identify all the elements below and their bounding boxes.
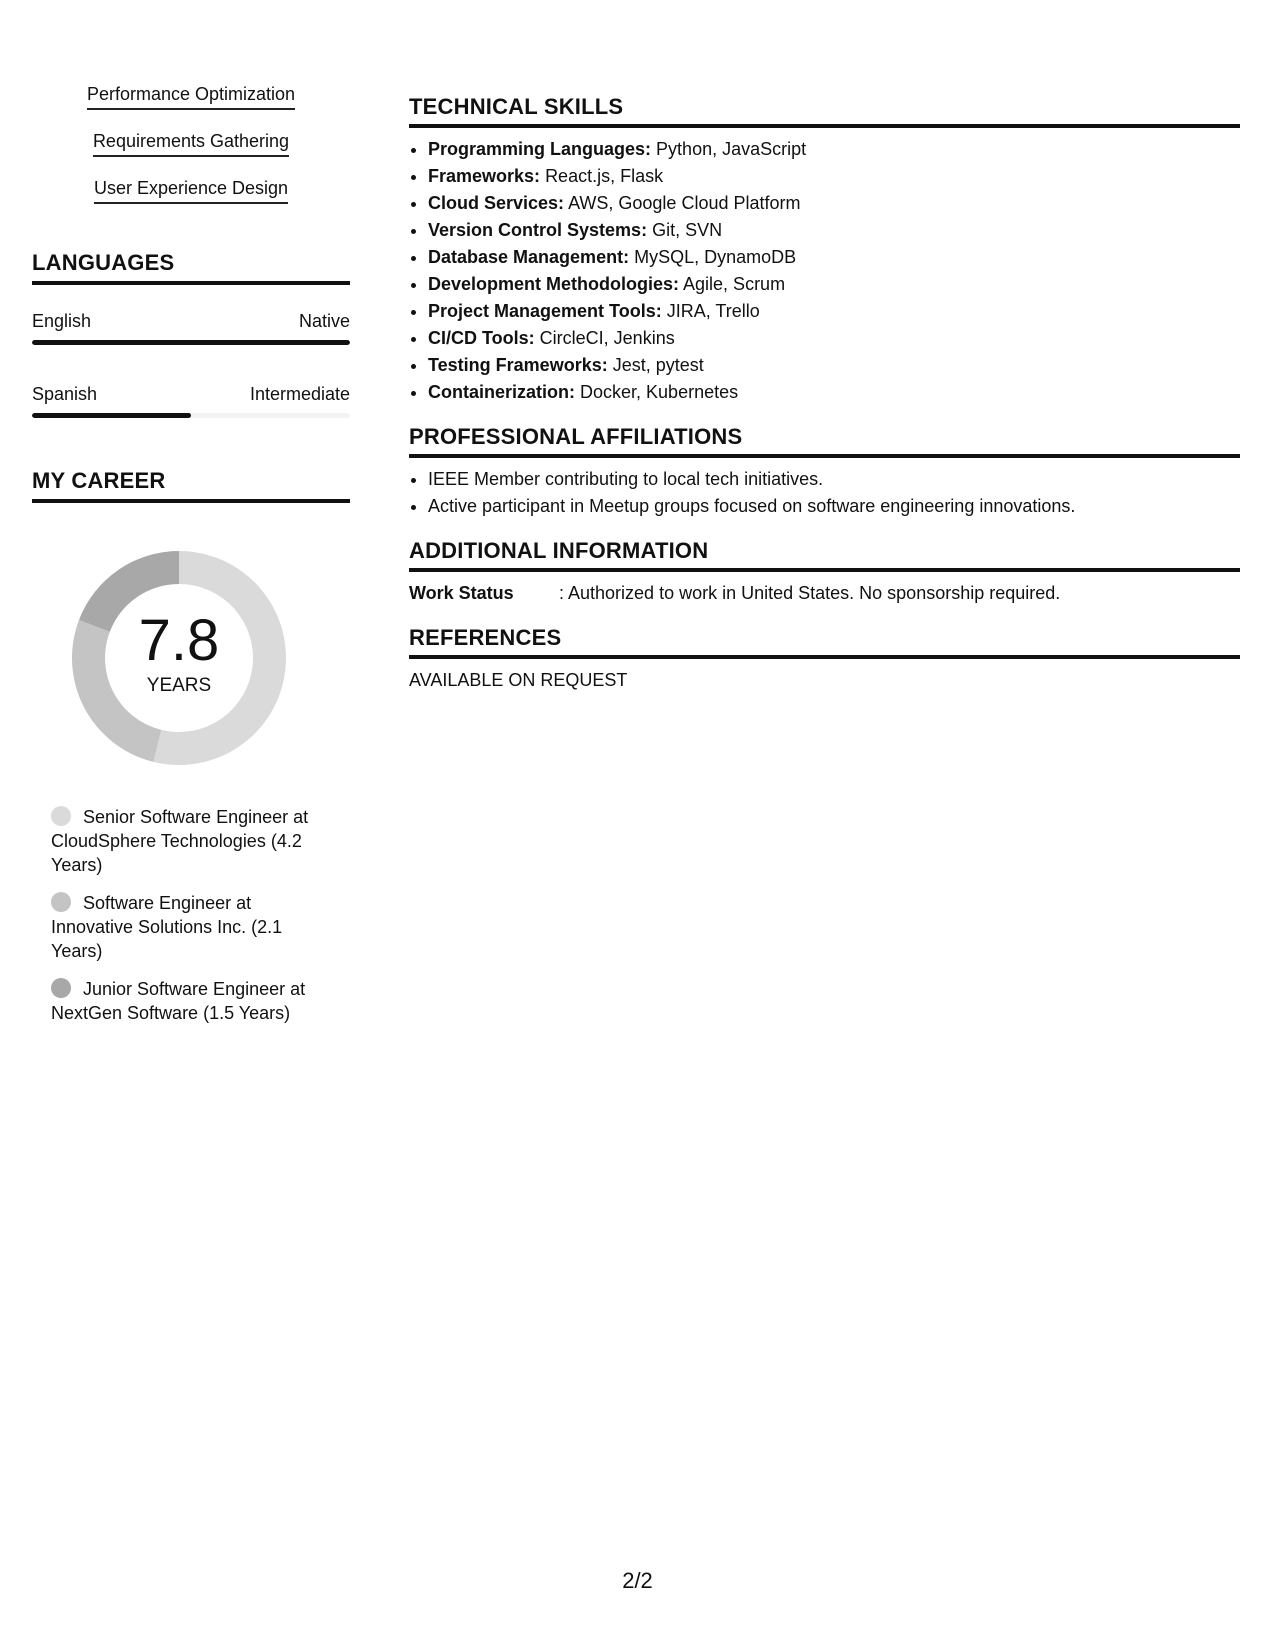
technical-skill-value: Python, JavaScript xyxy=(656,139,807,159)
technical-skill-item xyxy=(428,379,1240,406)
references-text: AVAILABLE ON REQUEST xyxy=(409,670,628,690)
language-item xyxy=(32,382,350,418)
language-name: English xyxy=(32,311,92,331)
career-heading: MY CAREER xyxy=(32,468,350,503)
technical-skill-value: CircleCI, Jenkins xyxy=(539,328,675,348)
additional-info-section xyxy=(409,538,1240,607)
technical-skill-value: React.js, Flask xyxy=(545,166,664,186)
technical-skill-item xyxy=(428,244,1240,271)
affiliations-list xyxy=(409,466,1240,520)
technical-skill-value: Agile, Scrum xyxy=(683,274,786,294)
technical-skill-value: JIRA, Trello xyxy=(666,301,760,321)
affiliations-section xyxy=(409,424,1240,520)
work-status-value: : Authorized to work in United States. No sponsorship required. xyxy=(559,583,1061,603)
languages-heading: LANGUAGES xyxy=(32,250,350,285)
legend-swatch xyxy=(51,892,71,912)
technical-skill-item xyxy=(428,271,1240,298)
technical-skill-item xyxy=(428,298,1240,325)
languages-list xyxy=(32,309,350,418)
technical-skill-label: Frameworks: xyxy=(428,166,541,186)
donut-center xyxy=(66,545,292,771)
language-level: Intermediate xyxy=(249,384,350,404)
skill-tag: Performance Optimization xyxy=(87,82,295,110)
technical-skill-value: MySQL, DynamoDB xyxy=(634,247,797,267)
career-donut-chart xyxy=(66,545,292,771)
language-proficiency-fill xyxy=(32,340,350,345)
technical-skill-value: Git, SVN xyxy=(652,220,723,240)
career-total-years: 7.8 xyxy=(138,608,220,673)
legend-swatch xyxy=(51,806,71,826)
technical-skill-label: Cloud Services: xyxy=(428,193,565,213)
technical-skill-item xyxy=(428,325,1240,352)
references-section xyxy=(409,625,1240,694)
language-proficiency-fill xyxy=(32,413,191,418)
career-legend-item xyxy=(51,891,321,963)
work-status-label: Work Status xyxy=(409,583,514,603)
career-legend-label: Junior Software Engineer at NextGen Software (1.5 Years) xyxy=(51,979,306,1023)
career-total-unit: YEARS xyxy=(146,675,212,696)
skill-tag: User Experience Design xyxy=(94,176,288,204)
language-proficiency-bar xyxy=(32,413,350,418)
technical-skill-label: Programming Languages: xyxy=(428,139,652,159)
work-status-row xyxy=(409,580,1240,607)
language-item xyxy=(32,309,350,345)
technical-skill-label: Testing Frameworks: xyxy=(428,355,608,375)
technical-skills-section xyxy=(409,94,1240,406)
affiliations-heading: PROFESSIONAL AFFILIATIONS xyxy=(409,424,1240,458)
page-number: 2/2 xyxy=(622,1568,653,1593)
language-proficiency-bar xyxy=(32,340,350,345)
technical-skill-label: Containerization: xyxy=(428,382,575,402)
technical-skill-item xyxy=(428,352,1240,379)
career-legend-item xyxy=(51,977,321,1025)
career-legend-item xyxy=(51,805,321,877)
legend-swatch xyxy=(51,978,71,998)
right-column xyxy=(409,94,1240,712)
skill-tag: Requirements Gathering xyxy=(93,129,289,157)
technical-skill-label: Project Management Tools: xyxy=(428,301,662,321)
career-legend xyxy=(51,805,321,1025)
technical-skills-list xyxy=(409,136,1240,406)
technical-skill-label: Version Control Systems: xyxy=(428,220,648,240)
list-item: • IEEE Member contributing to local tech initiatives. xyxy=(428,466,1240,493)
technical-skill-label: Development Methodologies: xyxy=(428,274,680,294)
technical-skill-value: Jest, pytest xyxy=(612,355,704,375)
skill-tag-list xyxy=(32,82,350,223)
left-column xyxy=(32,82,350,1039)
technical-skill-value: Docker, Kubernetes xyxy=(580,382,739,402)
technical-skill-item xyxy=(428,217,1240,244)
career-legend-label: Senior Software Engineer at CloudSphere Technologies (4.2 Years) xyxy=(51,807,309,875)
technical-skill-label: Database Management: xyxy=(428,247,630,267)
language-level: Native xyxy=(298,311,350,331)
technical-skill-item xyxy=(428,136,1240,163)
career-legend-label: Software Engineer at Innovative Solutions Inc. (2.1 Years) xyxy=(51,893,283,961)
references-heading: REFERENCES xyxy=(409,625,1240,659)
technical-skill-item xyxy=(428,163,1240,190)
list-item: • Active participant in Meetup groups focused on software engineering innovations. xyxy=(428,493,1240,520)
language-name: Spanish xyxy=(32,384,98,404)
technical-skills-heading: TECHNICAL SKILLS xyxy=(409,94,1240,128)
technical-skill-value: AWS, Google Cloud Platform xyxy=(568,193,801,213)
technical-skill-item xyxy=(428,190,1240,217)
additional-info-heading: ADDITIONAL INFORMATION xyxy=(409,538,1240,572)
technical-skill-label: CI/CD Tools: xyxy=(428,328,535,348)
